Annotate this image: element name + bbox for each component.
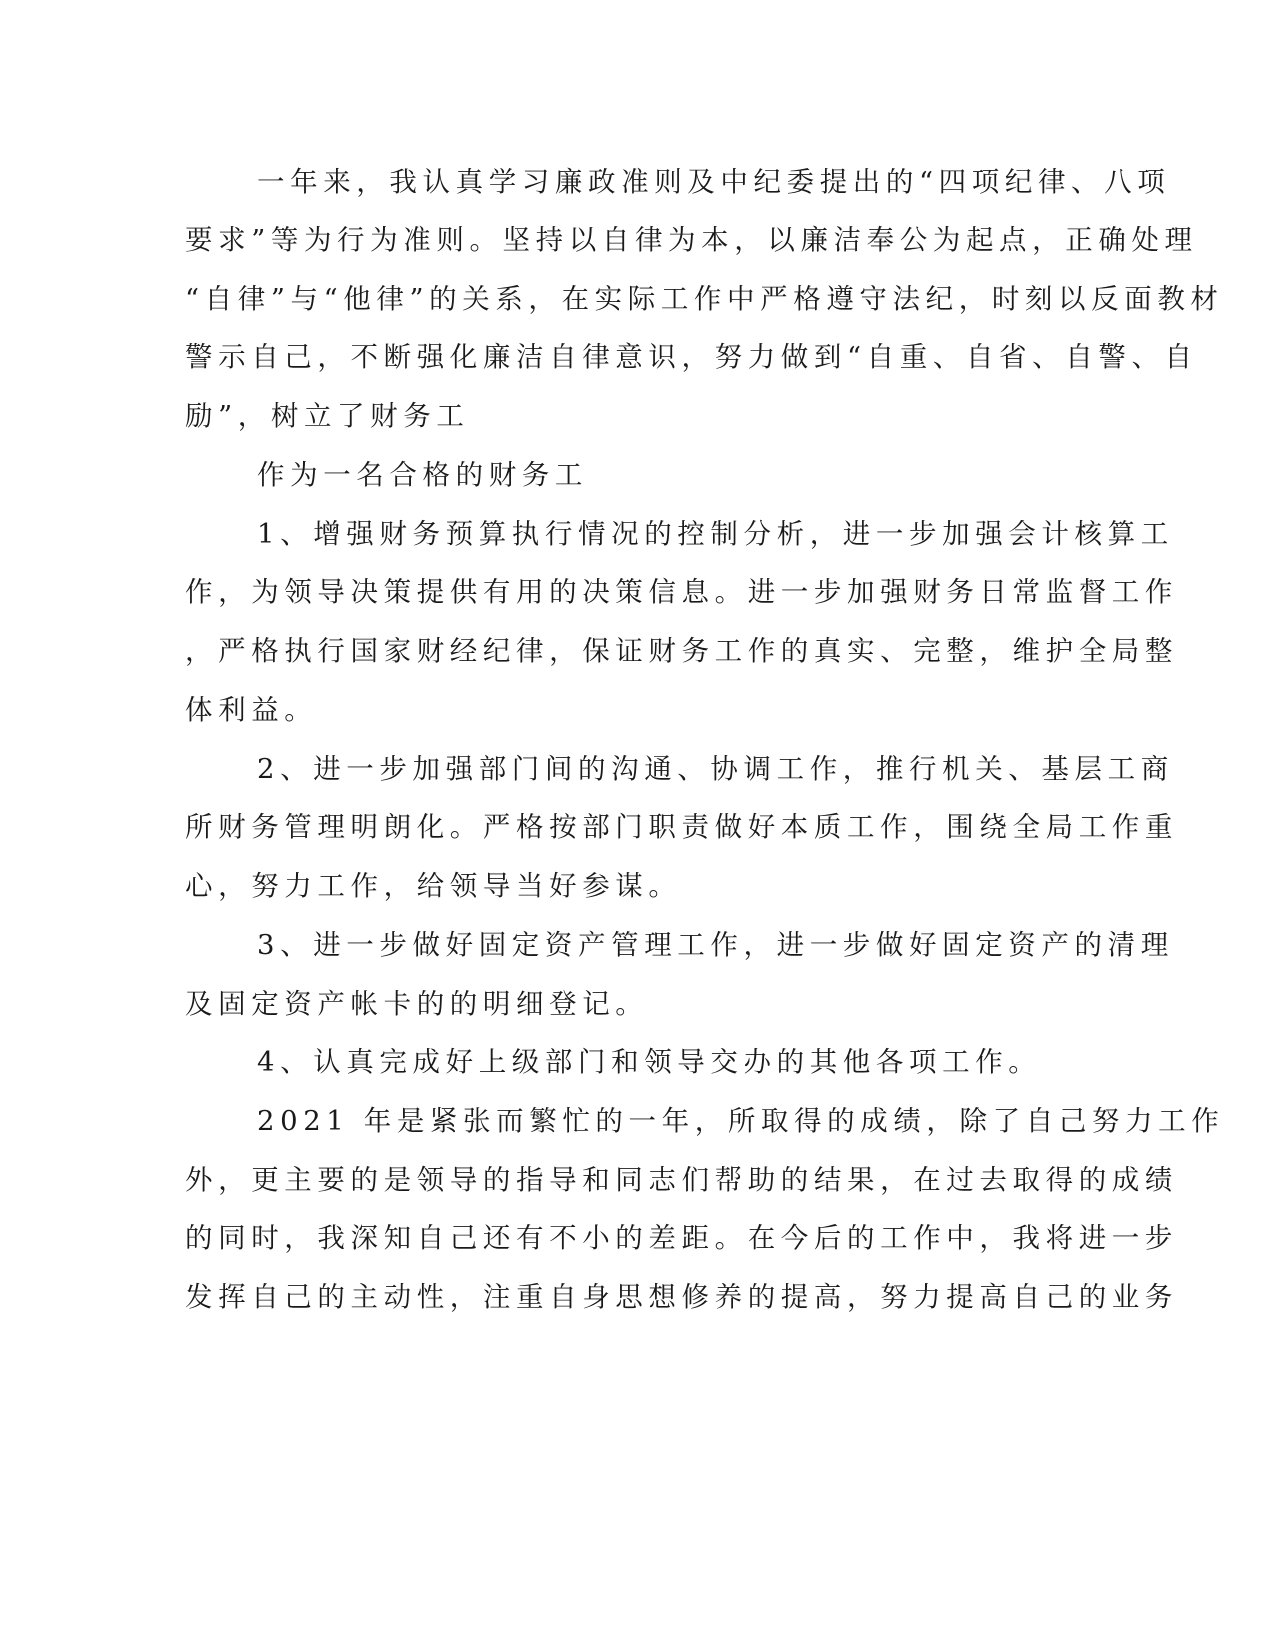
- paragraph-line: 体利益。: [185, 694, 318, 726]
- paragraph-line: 的同时，我深知自己还有不小的差距。在今后的工作中，我将进一步: [185, 1222, 1178, 1254]
- paragraph-line: 发挥自己的主动性，注重自身思想修养的提高，努力提高自己的业务: [185, 1281, 1178, 1313]
- paragraph-line: “自律”与“他律”的关系，在实际工作中严格遵守法纪，时刻以反面教材: [185, 283, 1224, 315]
- paragraph-line: 作，为领导决策提供有用的决策信息。进一步加强财务日常监督工作: [185, 576, 1178, 608]
- paragraph-line: 4、认真完成好上级部门和领导交办的其他各项工作。: [257, 1046, 1042, 1078]
- paragraph-line: 2、进一步加强部门间的沟通、协调工作，推行机关、基层工商: [257, 753, 1174, 785]
- paragraph-line: 警示自己，不断强化廉洁自律意识，努力做到“自重、自省、自警、自: [185, 341, 1198, 373]
- paragraph-line: 3、进一步做好固定资产管理工作，进一步做好固定资产的清理: [257, 929, 1174, 961]
- paragraph-line: 2021 年是紧张而繁忙的一年，所取得的成绩，除了自己努力工作: [257, 1105, 1225, 1137]
- paragraph-line: 所财务管理明朗化。严格按部门职责做好本质工作，围绕全局工作重: [185, 811, 1178, 843]
- paragraph-line: 励”，树立了财务工: [185, 400, 470, 432]
- paragraph-line: 外，更主要的是领导的指导和同志们帮助的结果，在过去取得的成绩: [185, 1164, 1178, 1196]
- paragraph-line: 1、增强财务预算执行情况的控制分析，进一步加强会计核算工: [257, 518, 1174, 550]
- paragraph-line: 及固定资产帐卡的的明细登记。: [185, 988, 649, 1020]
- paragraph-line: 一年来，我认真学习廉政准则及中纪委提出的“四项纪律、八项: [257, 166, 1171, 198]
- paragraph-line: 心，努力工作，给领导当好参谋。: [185, 870, 682, 902]
- paragraph-line: 作为一名合格的财务工: [257, 459, 588, 491]
- paragraph-line: ，严格执行国家财经纪律，保证财务工作的真实、完整，维护全局整: [185, 635, 1178, 667]
- paragraph-line: 要求”等为行为准则。坚持以自律为本，以廉洁奉公为起点，正确处理: [185, 224, 1198, 256]
